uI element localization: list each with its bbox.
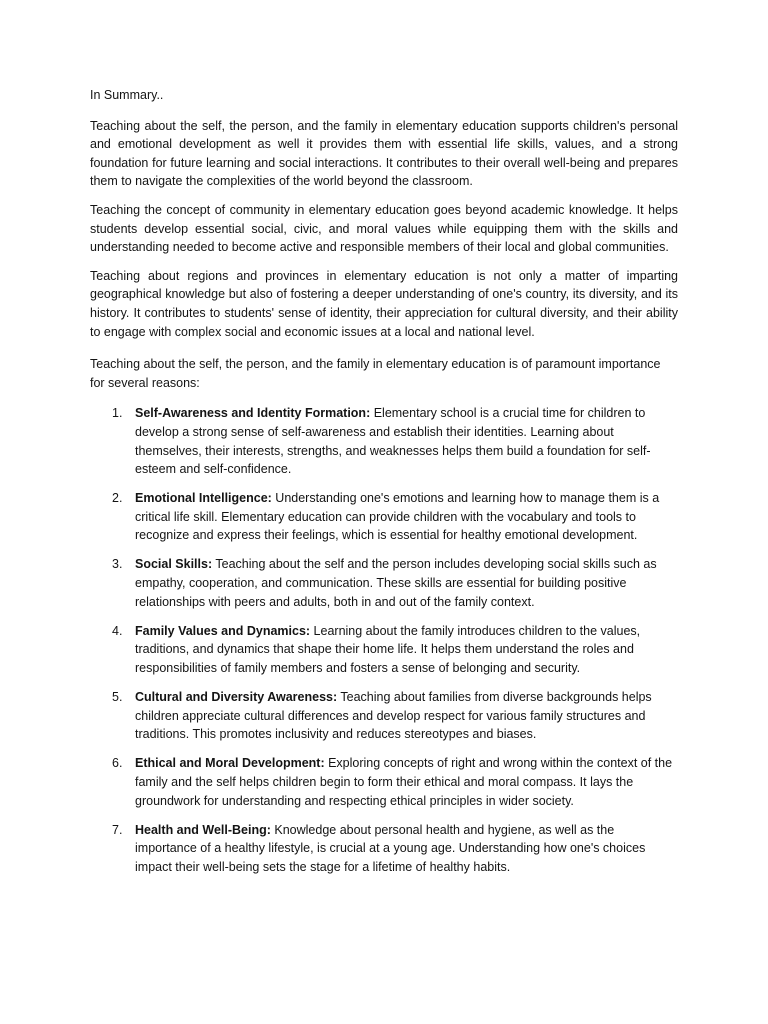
list-text: Teaching about the self and the person includes developing social skills such as empathy, cooperation, and communication. These skills are essential for building positive relationships with peers and adults, both in and out of the family context. (135, 557, 657, 609)
reasons-list (90, 404, 678, 876)
paragraph-regions-provinces: Teaching about regions and provinces in elementary education is not only a matter of imparting geographical knowledge but also of fostering a deeper understanding of one's country, its diversity, and its history. It contributes to students' sense of identity, their appreciation for cultural diversity, and their ability to engage with complex social and economic issues at a local and national level. (90, 268, 678, 339)
document-page (90, 86, 678, 887)
list-number: 3. (112, 557, 123, 572)
list-text: Elementary school is a crucial time for children to develop a strong sense of self-awareness and establish their identities. Learning about themselves, their interests, strengths, and weaknesses helps them build a foundation for self-esteem and self-confidence. (135, 406, 651, 477)
list-term: Family Values and Dynamics: (135, 623, 311, 638)
list-number: 2. (112, 491, 123, 506)
list-text: Understanding one's emotions and learning how to manage them is a critical life skill. Elementary education can provide children with the vocabulary and tools to recognize and express their feelings, which is essential for healthy emotional development. (135, 491, 660, 543)
list-text: Exploring concepts of right and wrong within the context of the family and the self helps children begin to form their ethical and moral compass. It lays the groundwork for understanding and respecting ethical principles in wider society. (135, 756, 673, 808)
list-item (90, 688, 678, 744)
list-term: Ethical and Moral Development: (135, 756, 325, 771)
list-item (90, 404, 678, 478)
list-number: 1. (112, 406, 123, 421)
list-term: Cultural and Diversity Awareness: (135, 690, 338, 705)
list-term: Health and Well-Being: (135, 822, 271, 837)
list-term: Emotional Intelligence: (135, 491, 272, 506)
reasons-intro: Teaching about the self, the person, and the family in elementary education is of paramount importance for several reasons: (90, 357, 661, 390)
list-item (90, 489, 678, 545)
paragraph-self-person-family: Teaching about the self, the person, and the family in elementary education supports children's personal and emotional development as well it provides them with essential life skills, values, and a strong foundation for future learning and social interactions. It contributes to their overall well-being and prepares them to navigate the complexities of the world beyond the classroom. (90, 118, 678, 189)
list-number: 6. (112, 756, 123, 771)
list-item (90, 622, 678, 678)
list-item (90, 555, 678, 611)
list-term: Self-Awareness and Identity Formation: (135, 406, 371, 421)
list-item (90, 821, 678, 877)
list-item (90, 754, 678, 810)
paragraph-community: Teaching the concept of community in elementary education goes beyond academic knowledge. It helps students develop essential social, civic, and moral values while equipping them with the skills and understanding needed to become active and responsible members of their local and global communities. (90, 202, 678, 255)
summary-heading: In Summary.. (90, 88, 164, 102)
list-text: Teaching about families from diverse backgrounds helps children appreciate cultural differences and develop respect for various family structures and traditions. This promotes inclusivity and reduces stereotypes and biases. (135, 690, 652, 742)
list-text: Learning about the family introduces children to the values, traditions, and dynamics that shape their home life. It helps them understand the roles and responsibilities of family members and fosters a sense of belonging and security. (135, 623, 641, 675)
list-term: Social Skills: (135, 557, 213, 572)
list-number: 7. (112, 822, 123, 837)
list-number: 4. (112, 623, 123, 638)
list-text: Knowledge about personal health and hygiene, as well as the importance of a healthy lifestyle, is crucial at a young age. Understanding how one's choices impact their well-being sets the stage for a lifetime of healthy habits. (135, 822, 646, 874)
list-number: 5. (112, 690, 123, 705)
